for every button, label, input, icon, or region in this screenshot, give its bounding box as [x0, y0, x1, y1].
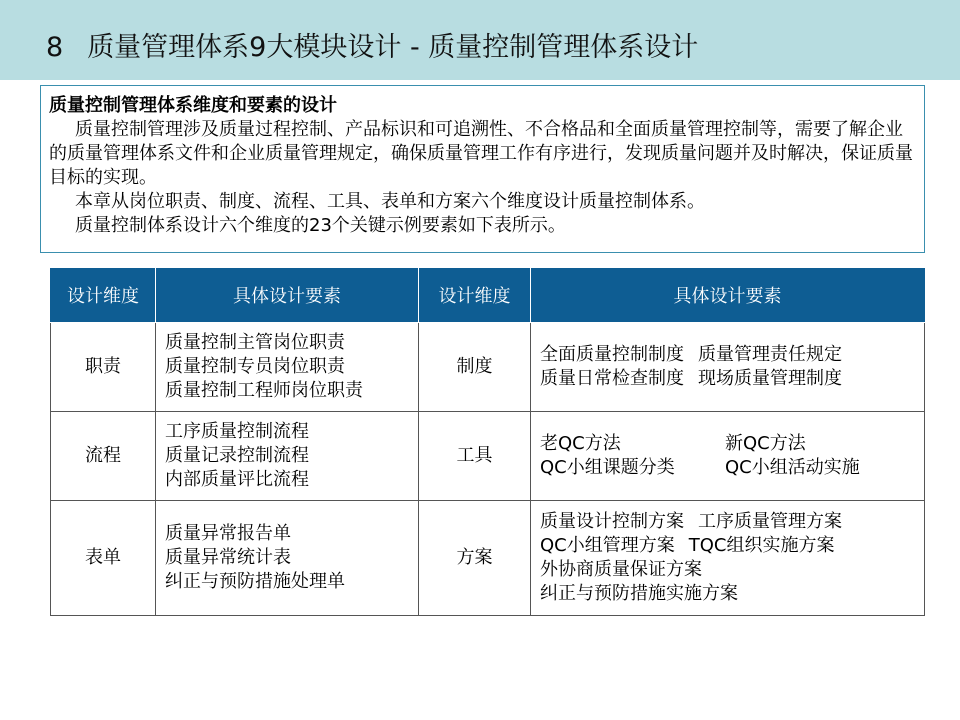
element-item: 质量控制主管岗位职责 — [165, 332, 345, 353]
table-row — [51, 501, 925, 616]
element-item: QC小组管理方案 — [540, 535, 675, 556]
element-item: QC小组课题分类 — [540, 457, 675, 478]
element-item: 质量控制专员岗位职责 — [165, 356, 345, 377]
intro-box — [40, 85, 925, 253]
element-item: 质量管理责任规定 — [698, 344, 842, 365]
elements-cell — [531, 323, 925, 412]
intro-paragraph-1: 质量控制管理涉及质量过程控制、产品标识和可追溯性、不合格品和全面质量管理控制等，需要了解企业的质量管理体系文件和企业质量管理规定，确保质量管理工作有序进行，发现质量问题并及时解决，保证质量目标的实现。 — [49, 119, 913, 188]
element-item: 纠正与预防措施实施方案 — [540, 583, 738, 604]
element-line — [540, 367, 923, 391]
elements-cell — [156, 412, 419, 501]
element-item: 纠正与预防措施处理单 — [165, 571, 345, 592]
header-elements-right: 具体设计要素 — [531, 268, 925, 323]
elements-cell — [531, 412, 925, 501]
element-item: 现场质量管理制度 — [698, 368, 842, 389]
element-item: 质量日常检查制度 — [540, 368, 684, 389]
section-number: 8 — [46, 32, 64, 63]
elements-cell — [156, 323, 419, 412]
element-item: 质量记录控制流程 — [165, 445, 309, 466]
element-item: QC小组活动实施 — [725, 457, 860, 478]
element-line — [540, 432, 923, 456]
element-line — [540, 534, 923, 558]
dimension-cell: 职责 — [51, 323, 156, 412]
element-item: 工序质量管理方案 — [698, 511, 842, 532]
dimension-table — [50, 268, 925, 616]
element-item: 老QC方法 — [540, 433, 621, 454]
table-header-row — [51, 268, 925, 323]
element-item: 质量设计控制方案 — [540, 511, 684, 532]
table-row — [51, 323, 925, 412]
header-elements-left: 具体设计要素 — [156, 268, 419, 323]
intro-paragraph-3: 质量控制体系设计六个维度的23个关键示例要素如下表所示。 — [75, 215, 566, 236]
table-row — [51, 412, 925, 501]
element-item: 全面质量控制制度 — [540, 344, 684, 365]
element-item: 工序质量控制流程 — [165, 421, 309, 442]
dimension-cell: 工具 — [419, 412, 531, 501]
elements-cell — [156, 501, 419, 616]
slide-title — [46, 28, 698, 68]
header-dimension-left: 设计维度 — [51, 268, 156, 323]
dimension-cell: 流程 — [51, 412, 156, 501]
element-item: 新QC方法 — [725, 433, 806, 454]
element-item: 质量异常统计表 — [165, 547, 291, 568]
element-line — [540, 343, 923, 367]
title-text: 质量管理体系9大模块设计 - 质量控制管理体系设计 — [87, 32, 699, 63]
header-dimension-right: 设计维度 — [419, 268, 531, 323]
element-item: TQC组织实施方案 — [688, 535, 835, 556]
title-bar — [0, 0, 960, 80]
element-item: 质量异常报告单 — [165, 523, 291, 544]
dimension-cell: 表单 — [51, 501, 156, 616]
dimension-cell: 方案 — [419, 501, 531, 616]
element-line — [540, 456, 923, 480]
dimension-cell: 制度 — [419, 323, 531, 412]
element-line — [540, 510, 923, 534]
element-item: 质量控制工程师岗位职责 — [165, 380, 363, 401]
elements-cell — [531, 501, 925, 616]
element-item: 外协商质量保证方案 — [540, 559, 702, 580]
intro-paragraph-2: 本章从岗位职责、制度、流程、工具、表单和方案六个维度设计质量控制体系。 — [75, 191, 705, 212]
intro-heading: 质量控制管理体系维度和要素的设计 — [49, 95, 337, 116]
element-item: 内部质量评比流程 — [165, 469, 309, 490]
